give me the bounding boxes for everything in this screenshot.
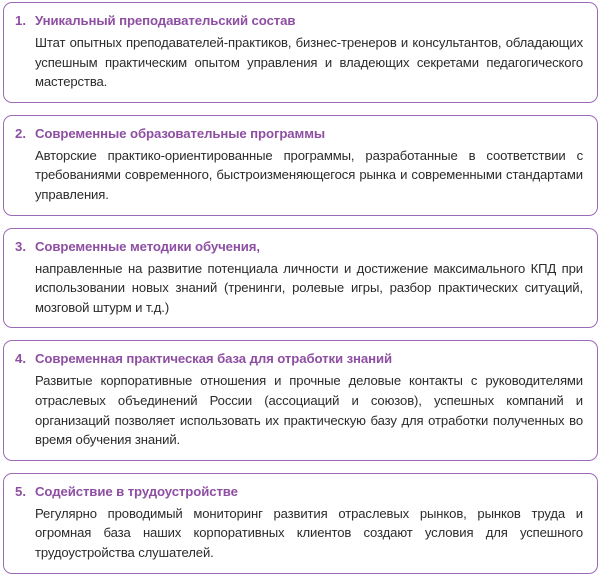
advantage-card-3 — [3, 228, 598, 329]
card-body: Регулярно проводимый мониторинг развития отраслевых рынков, рынков труда и огромная база наших корпоративных клиентов создают условия для успешного трудоустройства слушателей. — [35, 505, 583, 560]
card-heading — [15, 125, 585, 142]
card-title: Уникальный преподавательский состав — [35, 13, 296, 28]
card-title: Содействие в трудоустройстве — [35, 483, 238, 499]
advantage-card-5 — [3, 473, 598, 574]
card-number: 1. — [15, 13, 26, 28]
card-number: 2. — [15, 125, 26, 141]
card-title: Современные образовательные программы — [35, 125, 326, 141]
advantage-card-4 — [3, 340, 598, 460]
card-heading — [15, 238, 585, 255]
card-number: 3. — [15, 238, 26, 254]
card-number: 4. — [15, 351, 26, 367]
card-heading — [15, 483, 585, 500]
card-title: Современная практическая база для отработки знаний — [35, 351, 393, 367]
advantage-card-1 — [3, 2, 598, 103]
card-heading — [15, 350, 585, 367]
card-body: Штат опытных преподавателей-практиков, бизнес-тренеров и консультантов, обладающих успешным практическим опытом управления и владеющих секретами педагогического мастерства. — [35, 35, 583, 90]
advantage-card-2 — [3, 115, 598, 216]
card-body: Развитые корпоративные отношения и прочные деловые контакты с руководителями отраслевых объединений России (ассоциаций и союзов), успешных компаний и организаций позволяет использовать их практическую базу для отработки полученных во время обучения знаний. — [35, 373, 583, 448]
card-body: Авторские практико-ориентированные программы, разработанные в соответствии с требованиями современного, быстроизменяющегося рынка и современными стандартами управления. — [35, 147, 583, 202]
card-body: направленные на развитие потенциала личности и достижение максимального КПД при использовании новых знаний (тренинги, ролевые игры, разбор практических ситуаций, мозговой штурм и т.д.) — [35, 260, 583, 315]
card-heading — [15, 12, 585, 29]
card-number: 5. — [15, 483, 26, 499]
card-title: Современные методики обучения, — [35, 238, 260, 254]
